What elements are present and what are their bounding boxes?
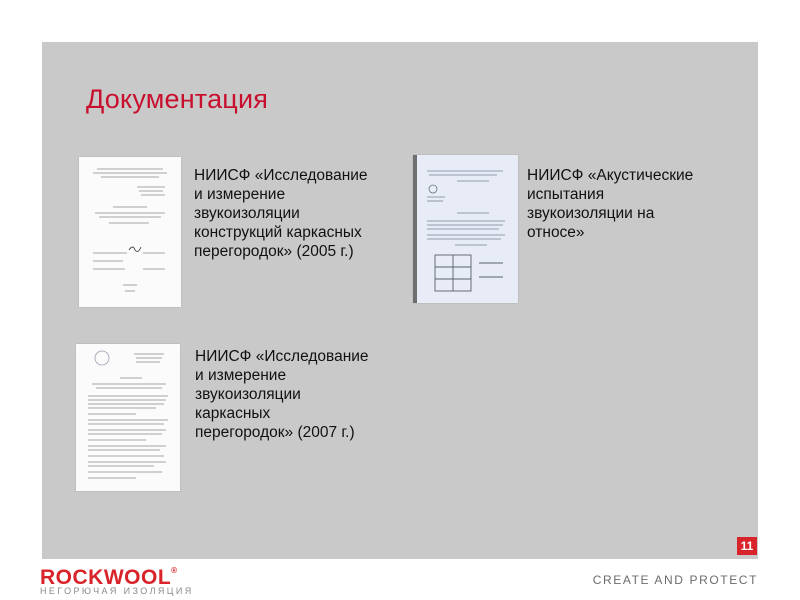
slide-title: Документация <box>86 84 269 114</box>
document-thumbnail-2007[interactable] <box>76 344 180 491</box>
document-caption-acoustic: НИИСФ «Акустические испытания звукоизоляции на относе» <box>527 167 694 241</box>
logo-text: ROCKWOOL <box>40 566 172 589</box>
logo-subtitle: НЕГОРЮЧАЯ ИЗОЛЯЦИЯ <box>40 586 194 596</box>
page-number-badge: 11 <box>737 537 757 555</box>
document-page-image <box>417 155 518 303</box>
brand-slogan: CREATE AND PROTECT <box>592 573 758 587</box>
document-thumbnail-acoustic[interactable] <box>413 155 518 303</box>
document-caption-2007: НИИСФ «Исследование и измерение звукоизоляции каркасных перегородок» (2007 г.) <box>195 348 369 441</box>
document-thumbnail-2005[interactable] <box>79 157 181 307</box>
registered-mark: ® <box>171 566 178 575</box>
document-page-image <box>76 344 180 491</box>
document-caption-2005: НИИСФ «Исследование и измерение звукоизоляции конструкций каркасных перегородок» (2005 г.) <box>194 167 368 260</box>
document-page-image <box>79 157 181 307</box>
